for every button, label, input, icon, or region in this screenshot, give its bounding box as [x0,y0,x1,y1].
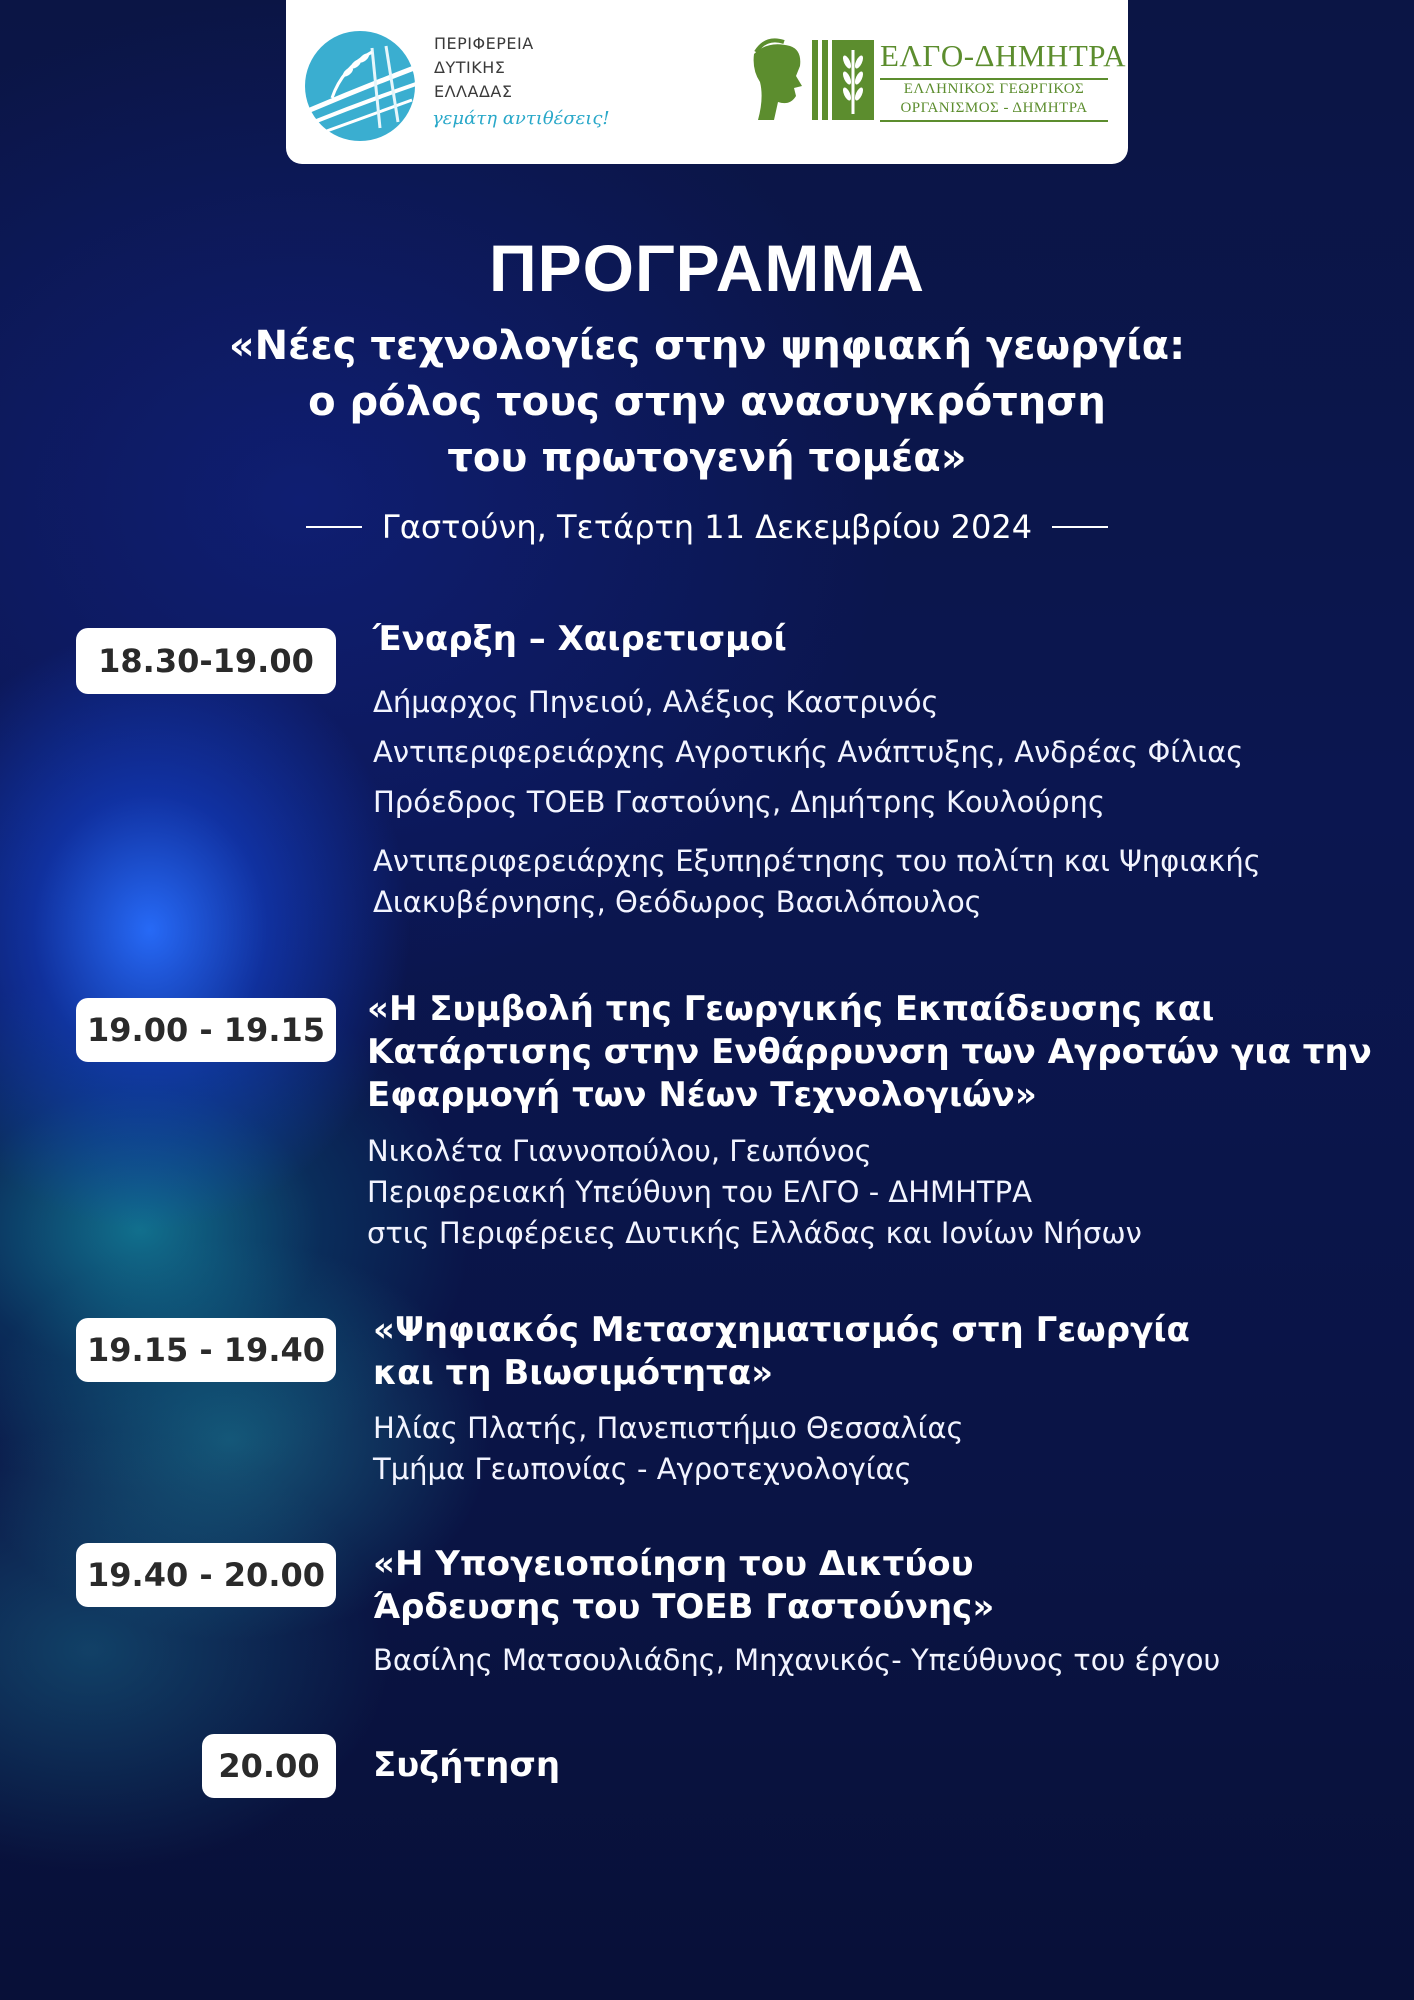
elgo-demeter-head-icon [750,36,878,126]
session-speaker: Δήμαρχος Πηνειού, Αλέξιος Καστρινός [373,685,939,719]
session-time-badge: 19.15 - 19.40 [76,1318,336,1382]
logos-banner [286,0,1128,164]
event-subtitle-line: ο ρόλος τους στην ανασυγκρότηση [308,379,1106,425]
session-speaker: Αντιπεριφερειάρχης Εξυπηρέτησης του πολίτη και Ψηφιακής Διακυβέρνησης, Θεόδωρος Βασιλόπουλος [373,844,1261,919]
session-title: Έναρξη – Χαιρετισμοί [373,619,787,659]
session-speaker: Αντιπεριφερειάρχης Αγροτικής Ανάπτυξης, Ανδρέας Φίλιας [373,735,1244,769]
session-speaker: Ηλίας Πλατής, Πανεπιστήμιο Θεσσαλίας Τμήμα Γεωπονίας - Αγροτεχνολογίας [373,1411,964,1486]
session-title: «Η Συμβολή της Γεωργικής Εκπαίδευσης και Κατάρτισης στην Ενθάρρυνση των Αγροτών για την Εφαρμογή των Νέων Τεχνολογιών» [367,989,1372,1115]
region-slogan: γεμάτη αντιθέσεις! [432,108,610,129]
session-time-badge: 18.30-19.00 [76,628,336,694]
session-title: «Η Υπογειοποίηση του Δικτύου Άρδευσης του ΤΟΕΒ Γαστούνης» [373,1544,995,1627]
program-title: ΠΡΟΓΡΑΜΜΑ [488,231,926,305]
event-date: Γαστούνη, Τετάρτη 11 Δεκεμβρίου 2024 [381,508,1033,546]
region-wheat-circle-icon [302,28,418,148]
divider [306,526,362,528]
region-name-line: ΠΕΡΙΦΕΡΕΙΑ [434,34,534,53]
region-name [434,32,534,104]
divider [1052,526,1108,528]
session-time-badge: 19.00 - 19.15 [76,998,336,1062]
session-speaker: Νικολέτα Γιαννοπούλου, Γεωπόνος Περιφερειακή Υπεύθυνη του ΕΛΓΟ - ΔΗΜΗΤΡΑ στις Περιφέρειες Δυτικής Ελλάδας και Ιονίων Νήσων [367,1134,1142,1250]
elgo-name: ΕΛΓΟ-ΔΗΜΗΤΡΑ [880,38,1127,73]
session-speaker: Βασίλης Ματσουλιάδης, Μηχανικός- Υπεύθυνος του έργου [373,1643,1221,1677]
session-speaker: Πρόεδρος ΤΟΕΒ Γαστούνης, Δημήτρης Κουλούρης [373,785,1105,819]
elgo-subtitle-line: ΟΡΓΑΝΙΣΜΟΣ - ΔΗΜΗΤΡΑ [900,100,1088,116]
event-subtitle-line: του πρωτογενή τομέα» [447,435,967,481]
elgo-subtitle-line: ΕΛΛΗΝΙΚΟΣ ΓΕΩΡΓΙΚΟΣ [903,81,1085,97]
region-name-line: ΕΛΛΑΔΑΣ [434,82,513,101]
session-time-badge: 19.40 - 20.00 [76,1543,336,1607]
event-subtitle [0,318,1414,486]
session-time-badge: 20.00 [202,1734,336,1798]
event-subtitle-line: «Νέες τεχνολογίες στην ψηφιακή γεωργία: [228,323,1186,369]
event-date-line [0,508,1414,546]
elgo-subtitle [880,78,1108,122]
session-title: Συζήτηση [373,1745,561,1785]
region-name-line: ΔΥΤΙΚΗΣ [434,58,506,77]
session-title: «Ψηφιακός Μετασχηματισμός στη Γεωργία και τη Βιωσιμότητα» [373,1310,1190,1393]
